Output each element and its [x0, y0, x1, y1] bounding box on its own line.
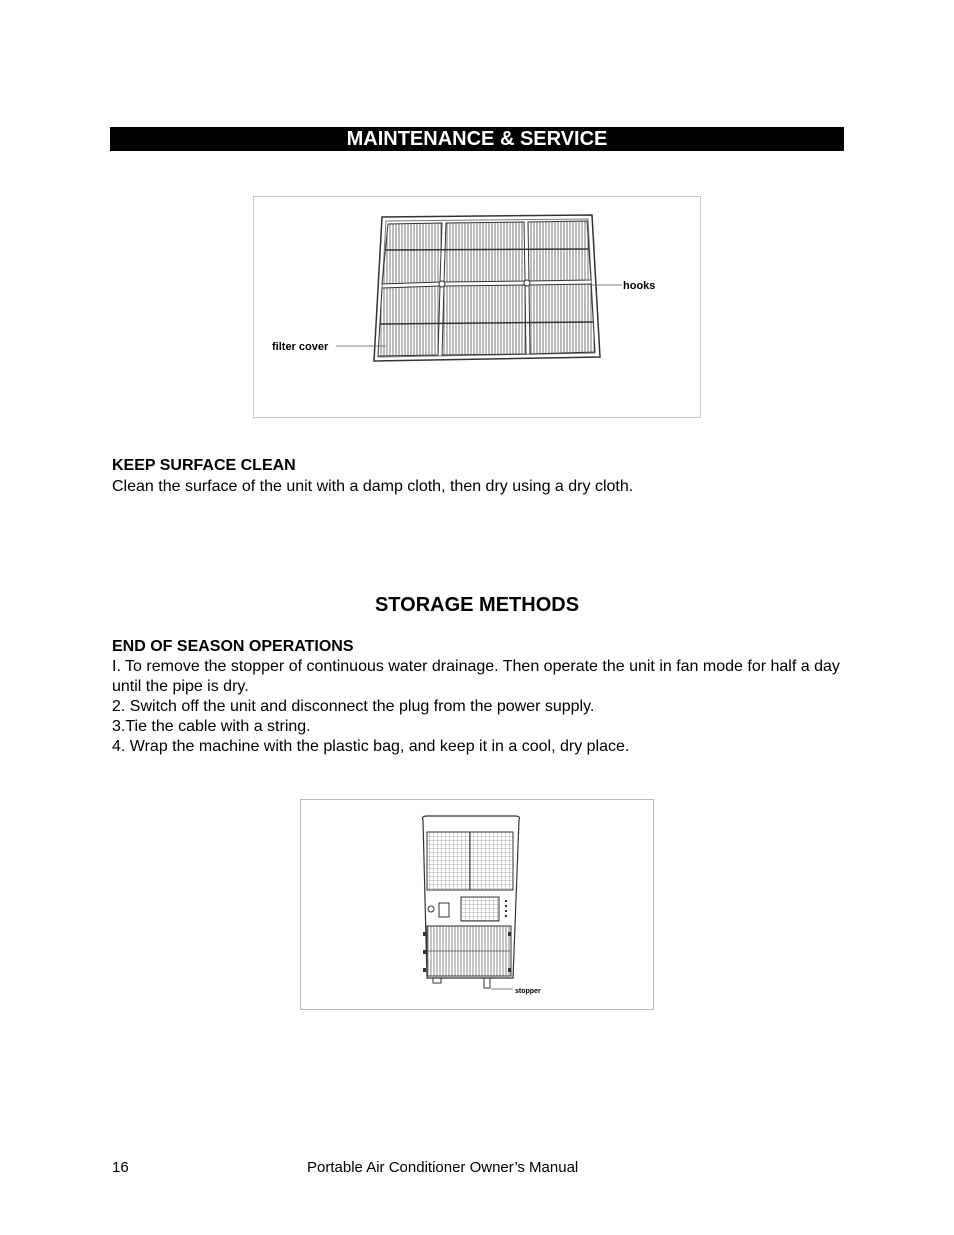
storage-title: STORAGE METHODS	[374, 594, 580, 616]
stopper-label: stopper	[515, 988, 541, 995]
page-number: 16	[112, 1159, 129, 1176]
end-of-season-heading: END OF SEASON OPERATIONS	[112, 638, 354, 655]
storage-step: 3.Tie the cable with a string.	[112, 718, 311, 735]
filter-cover-label: filter cover	[272, 341, 329, 353]
storage-step: 2. Switch off the unit and disconnect the plug from the power supply.	[112, 698, 595, 715]
section-banner: MAINTENANCE & SERVICE	[110, 127, 844, 151]
storage-steps	[112, 657, 852, 757]
storage-step: I. To remove the stopper of continuous water drainage. Then operate the unit in fan mode for half a day until the pipe is dry.	[112, 658, 840, 695]
storage-step: 4. Wrap the machine with the plastic bag, and keep it in a cool, dry place.	[112, 738, 630, 755]
keep-surface-text: Clean the surface of the unit with a damp cloth, then dry using a dry cloth.	[112, 478, 634, 495]
unit-back-figure	[300, 799, 654, 1010]
filter-cover-figure	[253, 196, 701, 418]
hooks-label: hooks	[623, 280, 656, 292]
keep-surface-heading: KEEP SURFACE CLEAN	[112, 457, 296, 474]
footer-manual-title: Portable Air Conditioner Owner’s Manual	[307, 1159, 579, 1176]
